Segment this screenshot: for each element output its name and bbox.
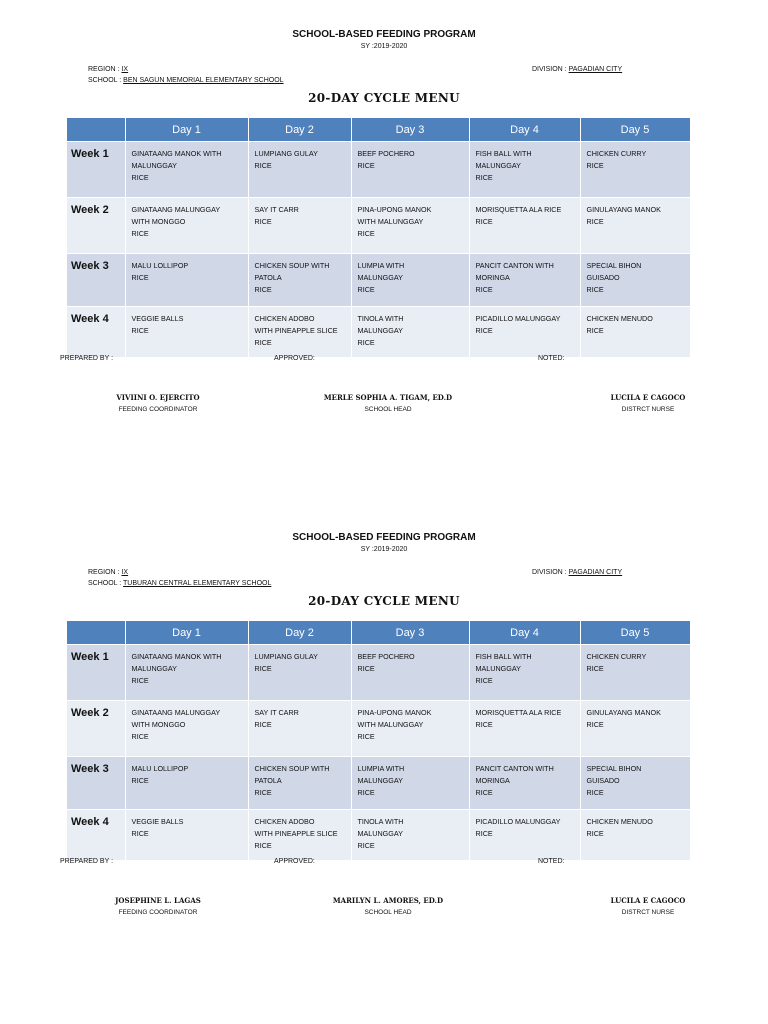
meal-line: FISH BALL WITH bbox=[475, 149, 532, 158]
coordinator-name: JOSEPHINE L. LAGAS bbox=[115, 896, 201, 905]
table-row bbox=[67, 198, 690, 254]
meal-line: LUMPIA WITH bbox=[357, 261, 405, 270]
meal-cell bbox=[248, 645, 351, 701]
meal-line: LUMPIANG GULAY bbox=[254, 652, 318, 661]
meal-line: RICE bbox=[131, 676, 149, 685]
meal-line: WITH PINEAPPLE SLICE bbox=[254, 326, 338, 335]
noted-label: NOTED: bbox=[538, 355, 565, 362]
meal-line: MALUNGGAY bbox=[357, 326, 403, 335]
meal-line: GINATAANG MALUNGGAY bbox=[131, 708, 221, 717]
nurse-role: DISTRCT NURSE bbox=[621, 406, 675, 413]
meal-cell bbox=[580, 254, 690, 307]
meal-cell bbox=[351, 142, 469, 198]
week-label: Week 4 bbox=[67, 810, 125, 861]
division-label: DIVISION : bbox=[532, 66, 567, 73]
meal-line: RICE bbox=[357, 788, 375, 797]
menu-table bbox=[67, 118, 691, 357]
meal-line: RICE bbox=[586, 326, 604, 335]
day-header: Day 3 bbox=[351, 621, 469, 645]
meal-line: RICE bbox=[475, 326, 493, 335]
table-row bbox=[67, 757, 690, 810]
meal-line: PINA-UPONG MANOK bbox=[357, 205, 432, 214]
menu-sheet bbox=[0, 0, 768, 440]
meal-line: RICE bbox=[586, 720, 604, 729]
school-line bbox=[88, 580, 271, 587]
meal-cell bbox=[351, 307, 469, 358]
meal-cell bbox=[469, 701, 580, 757]
menu-table bbox=[67, 621, 691, 860]
meal-line: RICE bbox=[254, 338, 272, 347]
meal-line: MALUNGGAY bbox=[475, 664, 521, 673]
meal-line: VEGGIE BALLS bbox=[131, 817, 184, 826]
meal-line: MORINGA bbox=[475, 776, 510, 785]
meal-cell bbox=[125, 757, 248, 810]
meal-line: MORISQUETTA ALA RICE bbox=[475, 708, 562, 717]
meal-line: MALU LOLLIPOP bbox=[131, 261, 189, 270]
prepared-by-label: PREPARED BY : bbox=[60, 858, 114, 865]
nurse-name: LUCILA E CAGOCO bbox=[610, 896, 686, 905]
meal-cell bbox=[580, 757, 690, 810]
week-label: Week 1 bbox=[67, 645, 125, 701]
meal-cell bbox=[469, 254, 580, 307]
table-row bbox=[67, 701, 690, 757]
division-label: DIVISION : bbox=[532, 569, 567, 576]
coordinator-role: FEEDING COORDINATOR bbox=[118, 909, 198, 916]
meal-line: GINATAANG MALUNGGAY bbox=[131, 205, 221, 214]
week-label: Week 4 bbox=[67, 307, 125, 358]
menu-title: 20-DAY CYCLE MENU bbox=[308, 91, 460, 105]
meal-line: GUISADO bbox=[586, 273, 620, 282]
meal-line: PATOLA bbox=[254, 273, 282, 282]
meal-line: RICE bbox=[131, 732, 149, 741]
school-line bbox=[88, 77, 284, 84]
meal-cell bbox=[580, 810, 690, 861]
meal-line: PINA-UPONG MANOK bbox=[357, 708, 432, 717]
meal-line: WITH PINEAPPLE SLICE bbox=[254, 829, 338, 838]
week-label: Week 2 bbox=[67, 198, 125, 254]
meal-line: PANCIT CANTON WITH bbox=[475, 764, 554, 773]
meal-cell bbox=[351, 198, 469, 254]
week-label: Week 3 bbox=[67, 757, 125, 810]
program-title: SCHOOL-BASED FEEDING PROGRAM bbox=[292, 29, 476, 40]
approved-label: APPROVED: bbox=[274, 858, 315, 865]
week-label: Week 1 bbox=[67, 142, 125, 198]
school-label: SCHOOL : bbox=[88, 77, 122, 84]
menu-title: 20-DAY CYCLE MENU bbox=[308, 594, 460, 608]
meal-cell bbox=[248, 810, 351, 861]
meal-line: RICE bbox=[357, 285, 375, 294]
school-head-name: MERLE SOPHIA A. TIGAM, ED.D bbox=[323, 393, 453, 402]
meal-line: RICE bbox=[475, 676, 493, 685]
meal-line: RICE bbox=[475, 829, 493, 838]
meal-line: PICADILLO MALUNGGAY bbox=[475, 817, 561, 826]
meal-line: FISH BALL WITH bbox=[475, 652, 532, 661]
day-header: Day 4 bbox=[469, 621, 580, 645]
meal-line: RICE bbox=[254, 217, 272, 226]
meal-cell bbox=[469, 198, 580, 254]
nurse-role: DISTRCT NURSE bbox=[621, 909, 675, 916]
meal-line: MORISQUETTA ALA RICE bbox=[475, 205, 562, 214]
meal-cell bbox=[248, 198, 351, 254]
school-head-name: MARILYN L. AMORES, ED.D bbox=[332, 896, 444, 905]
meal-cell bbox=[580, 142, 690, 198]
meal-line: TINOLA WITH bbox=[357, 314, 404, 323]
region-value: IX bbox=[121, 66, 129, 73]
meal-line: PATOLA bbox=[254, 776, 282, 785]
meal-line: GINATAANG MANOK WITH bbox=[131, 149, 222, 158]
meal-cell bbox=[351, 757, 469, 810]
meal-line: RICE bbox=[586, 664, 604, 673]
meal-line: RICE bbox=[254, 664, 272, 673]
school-year: SY :2019-2020 bbox=[360, 43, 408, 50]
meal-line: RICE bbox=[254, 788, 272, 797]
meal-line: RICE bbox=[254, 720, 272, 729]
meal-line: WITH MALUNGGAY bbox=[357, 720, 424, 729]
meal-line: MALU LOLLIPOP bbox=[131, 764, 189, 773]
meal-cell bbox=[469, 645, 580, 701]
region-label: REGION : bbox=[88, 66, 120, 73]
meal-cell bbox=[125, 142, 248, 198]
meal-cell bbox=[125, 645, 248, 701]
school-year: SY :2019-2020 bbox=[360, 546, 408, 553]
meal-cell bbox=[125, 307, 248, 358]
meal-line: CHICKEN MENUDO bbox=[586, 817, 653, 826]
meal-cell bbox=[469, 307, 580, 358]
meal-cell bbox=[125, 198, 248, 254]
day-header: Day 1 bbox=[125, 621, 248, 645]
meal-cell bbox=[469, 142, 580, 198]
meal-line: RICE bbox=[131, 229, 149, 238]
meal-line: CHICKEN SOUP WITH bbox=[254, 261, 330, 270]
meal-line: CHICKEN ADOBO bbox=[254, 817, 315, 826]
meal-cell bbox=[125, 701, 248, 757]
table-row bbox=[67, 254, 690, 307]
meal-line: RICE bbox=[357, 841, 375, 850]
school-head-role: SCHOOL HEAD bbox=[364, 909, 412, 916]
meal-cell bbox=[351, 645, 469, 701]
meal-cell bbox=[469, 810, 580, 861]
meal-line: MALUNGGAY bbox=[131, 161, 177, 170]
nurse-name: LUCILA E CAGOCO bbox=[610, 393, 686, 402]
meal-line: RICE bbox=[586, 217, 604, 226]
meal-line: RICE bbox=[586, 285, 604, 294]
meal-line: CHICKEN MENUDO bbox=[586, 314, 653, 323]
meal-line: RICE bbox=[357, 664, 375, 673]
division-line bbox=[532, 569, 622, 576]
program-title: SCHOOL-BASED FEEDING PROGRAM bbox=[292, 532, 476, 543]
meal-line: RICE bbox=[131, 273, 149, 282]
meal-line: SPECIAL BIHON bbox=[586, 261, 642, 270]
school-value: BEN SAGUN MEMORIAL ELEMENTARY SCHOOL bbox=[123, 77, 284, 84]
meal-line: RICE bbox=[357, 161, 375, 170]
meal-line: RICE bbox=[131, 326, 149, 335]
meal-cell bbox=[125, 254, 248, 307]
meal-line: RICE bbox=[254, 841, 272, 850]
table-row bbox=[67, 645, 690, 701]
meal-line: RICE bbox=[586, 829, 604, 838]
meal-line: VEGGIE BALLS bbox=[131, 314, 184, 323]
table-row bbox=[67, 142, 690, 198]
meal-line: CHICKEN ADOBO bbox=[254, 314, 315, 323]
table-header-row bbox=[67, 118, 690, 142]
region-value: IX bbox=[121, 569, 129, 576]
meal-line: BEEF POCHERO bbox=[357, 652, 415, 661]
meal-line: SAY IT CARR bbox=[254, 205, 299, 214]
meal-cell bbox=[351, 701, 469, 757]
meal-line: RICE bbox=[357, 229, 375, 238]
noted-label: NOTED: bbox=[538, 858, 565, 865]
meal-line: MALUNGGAY bbox=[357, 273, 403, 282]
meal-line: SPECIAL BIHON bbox=[586, 764, 642, 773]
meal-line: GINATAANG MANOK WITH bbox=[131, 652, 222, 661]
coordinator-name: VIVIINI O. EJERCITO bbox=[116, 393, 200, 402]
meal-line: TINOLA WITH bbox=[357, 817, 404, 826]
meal-line: SAY IT CARR bbox=[254, 708, 299, 717]
menu-sheet bbox=[0, 503, 768, 943]
meal-line: RICE bbox=[586, 788, 604, 797]
prepared-by-label: PREPARED BY : bbox=[60, 355, 114, 362]
meal-cell bbox=[248, 701, 351, 757]
corner-cell bbox=[67, 621, 125, 645]
week-label: Week 2 bbox=[67, 701, 125, 757]
meal-line: PICADILLO MALUNGGAY bbox=[475, 314, 561, 323]
table-header-row bbox=[67, 621, 690, 645]
day-header: Day 3 bbox=[351, 118, 469, 142]
meal-cell bbox=[125, 810, 248, 861]
meal-line: RICE bbox=[475, 217, 493, 226]
meal-line: RICE bbox=[475, 720, 493, 729]
school-value: TUBURAN CENTRAL ELEMENTARY SCHOOL bbox=[123, 580, 272, 587]
meal-line: RICE bbox=[475, 788, 493, 797]
meal-cell bbox=[248, 254, 351, 307]
meal-line: MALUNGGAY bbox=[357, 829, 403, 838]
region-label: REGION : bbox=[88, 569, 120, 576]
meal-line: PANCIT CANTON WITH bbox=[475, 261, 554, 270]
meal-line: RICE bbox=[357, 338, 375, 347]
school-head-role: SCHOOL HEAD bbox=[364, 406, 412, 413]
school-label: SCHOOL : bbox=[88, 580, 122, 587]
meal-line: RICE bbox=[586, 161, 604, 170]
meal-cell bbox=[580, 645, 690, 701]
week-label: Week 3 bbox=[67, 254, 125, 307]
meal-line: BEEF POCHERO bbox=[357, 149, 415, 158]
meal-line: CHICKEN SOUP WITH bbox=[254, 764, 330, 773]
meal-line: RICE bbox=[131, 829, 149, 838]
meal-line: RICE bbox=[357, 732, 375, 741]
meal-line: CHICKEN CURRY bbox=[586, 652, 647, 661]
table-row bbox=[67, 810, 690, 861]
meal-cell bbox=[469, 757, 580, 810]
meal-line: RICE bbox=[254, 285, 272, 294]
meal-line: RICE bbox=[131, 776, 149, 785]
meal-line: RICE bbox=[475, 173, 493, 182]
meal-line: WITH MONGGO bbox=[131, 720, 186, 729]
meal-cell bbox=[580, 307, 690, 358]
meal-line: LUMPIA WITH bbox=[357, 764, 405, 773]
day-header: Day 2 bbox=[248, 621, 351, 645]
meal-line: MALUNGGAY bbox=[357, 776, 403, 785]
day-header: Day 5 bbox=[580, 621, 690, 645]
meal-line: GUISADO bbox=[586, 776, 620, 785]
meal-line: RICE bbox=[475, 285, 493, 294]
coordinator-role: FEEDING COORDINATOR bbox=[118, 406, 198, 413]
meal-cell bbox=[248, 757, 351, 810]
region-line bbox=[88, 66, 128, 73]
division-line bbox=[532, 66, 622, 73]
day-header: Day 1 bbox=[125, 118, 248, 142]
day-header: Day 2 bbox=[248, 118, 351, 142]
meal-line: WITH MALUNGGAY bbox=[357, 217, 424, 226]
corner-cell bbox=[67, 118, 125, 142]
meal-cell bbox=[580, 701, 690, 757]
region-line bbox=[88, 569, 128, 576]
meal-cell bbox=[351, 810, 469, 861]
division-value: PAGADIAN CITY bbox=[568, 569, 623, 576]
meal-line: RICE bbox=[131, 173, 149, 182]
meal-cell bbox=[248, 307, 351, 358]
meal-line: GINULAYANG MANOK bbox=[586, 708, 661, 717]
table-row bbox=[67, 307, 690, 358]
meal-line: MALUNGGAY bbox=[475, 161, 521, 170]
meal-cell bbox=[248, 142, 351, 198]
meal-cell bbox=[580, 198, 690, 254]
meal-cell bbox=[351, 254, 469, 307]
day-header: Day 5 bbox=[580, 118, 690, 142]
meal-line: GINULAYANG MANOK bbox=[586, 205, 661, 214]
meal-line: CHICKEN CURRY bbox=[586, 149, 647, 158]
approved-label: APPROVED: bbox=[274, 355, 315, 362]
day-header: Day 4 bbox=[469, 118, 580, 142]
meal-line: WITH MONGGO bbox=[131, 217, 186, 226]
meal-line: RICE bbox=[254, 161, 272, 170]
meal-line: MORINGA bbox=[475, 273, 510, 282]
meal-line: LUMPIANG GULAY bbox=[254, 149, 318, 158]
meal-line: MALUNGGAY bbox=[131, 664, 177, 673]
division-value: PAGADIAN CITY bbox=[568, 66, 623, 73]
